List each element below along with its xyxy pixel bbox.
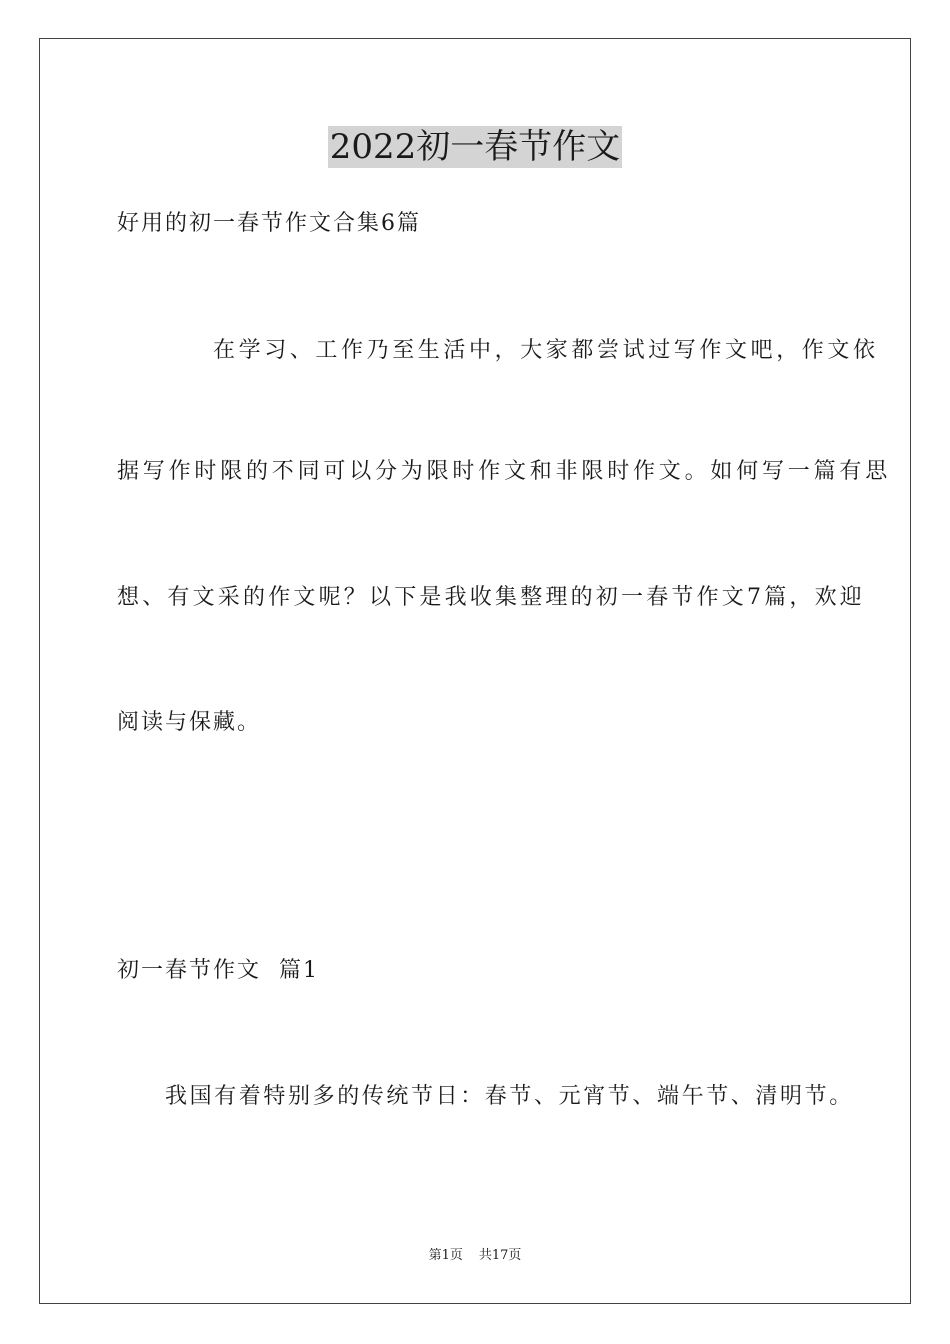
- page-number-total: 共17页: [478, 1248, 522, 1263]
- section-line-1: 我国有着特别多的传统节日：春节、元宵节、端午节、清明节。: [165, 1084, 854, 1109]
- page-number-current: 第1页: [428, 1248, 463, 1263]
- document-subtitle: 好用的初一春节作文合集6篇: [117, 211, 421, 236]
- page-footer: [0, 1247, 950, 1265]
- intro-line-3: 想、有文采的作文呢？以下是我收集整理的初一春节作文7篇，欢迎: [117, 585, 865, 610]
- title-container: [0, 126, 950, 168]
- section-heading: 初一春节作文 篇1: [117, 958, 319, 983]
- intro-line-4: 阅读与保藏。: [117, 710, 262, 735]
- document-title: 2022初一春节作文: [329, 127, 621, 167]
- intro-line-1: 在学习、工作乃至生活中，大家都尝试过写作文吧，作文依: [213, 338, 879, 363]
- intro-line-2: 据写作时限的不同可以分为限时作文和非限时作文。如何写一篇有思: [117, 459, 892, 484]
